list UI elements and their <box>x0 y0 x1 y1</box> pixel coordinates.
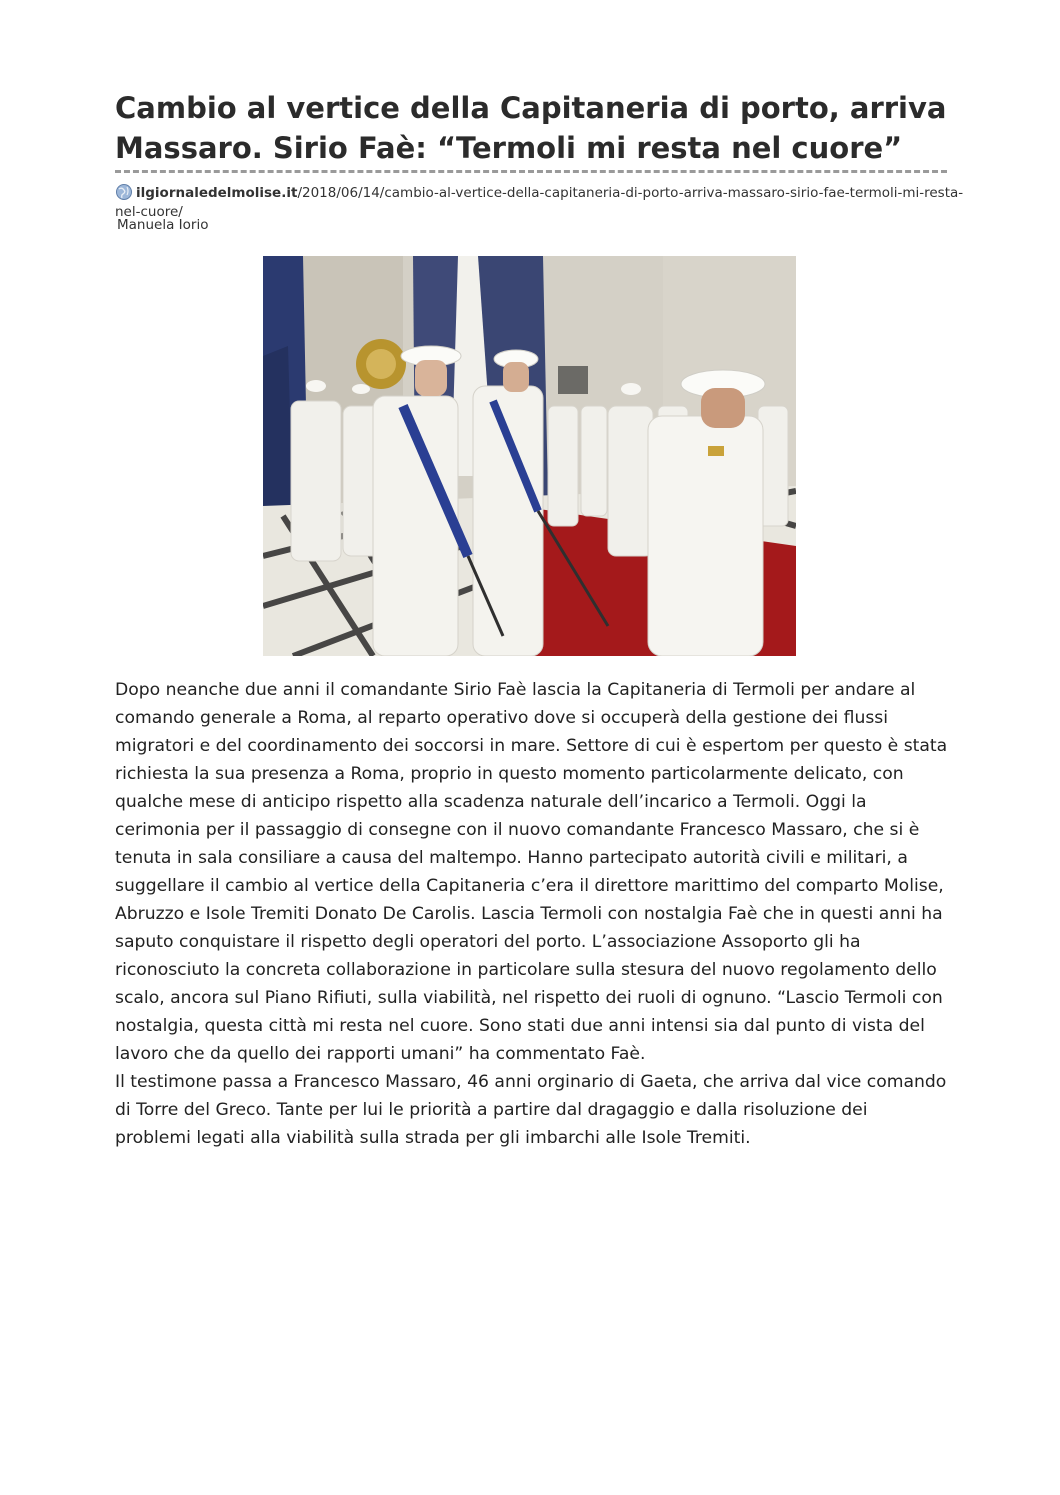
text-line: Abruzzo e Isole Tremiti Donato De Carolis. Lascia Termoli con nostalgia Faè che in questi anni ha <box>115 904 943 924</box>
source-path[interactable]: /2018/06/14/cambio-al-vertice-della-capitaneria-di-porto-arriva-massaro-sirio-fae-termoli-mi-resta- <box>297 185 964 201</box>
text-line: saputo conquistare il rispetto degli operatori del porto. L’associazione Assoporto gli ha <box>115 932 861 952</box>
text-line: Dopo neanche due anni il comandante Sirio Faè lascia la Capitaneria di Termoli per andare al <box>115 680 916 700</box>
text-line: riconosciuto la concreta collaborazione in particolare sulla stesura del nuovo regolamento dello <box>115 960 937 980</box>
article-body <box>115 676 955 1152</box>
ceremony-photo <box>263 256 796 656</box>
title-line: Massaro. Sirio Faè: “Termoli mi resta nel cuore” <box>115 131 903 165</box>
text-line: comando generale a Roma, al reparto operativo dove si occuperà della gestione dei flussi <box>115 708 889 728</box>
text-line: Il testimone passa a Francesco Massaro, 46 anni orginario di Gaeta, che arriva dal vice comando <box>115 1072 947 1092</box>
text-line: migratori e del coordinamento dei soccorsi in mare. Settore di cui è espertom per questo è stata <box>115 736 948 756</box>
text-line: richiesta la sua presenza a Roma, proprio in questo momento particolarmente delicato, con <box>115 764 904 784</box>
source-path-continued[interactable]: nel-cuore/ <box>115 204 183 220</box>
globe-icon <box>115 183 133 201</box>
text-line: scalo, ancora sul Piano Rifiuti, sulla viabilità, nel rispetto dei ruoli di ognuno. “Lascio Termoli con <box>115 988 943 1008</box>
paragraph <box>115 676 955 1068</box>
article-title <box>115 88 955 168</box>
title-divider <box>115 170 947 173</box>
author-name: Manuela Iorio <box>117 217 209 233</box>
source-domain[interactable]: ilgiornaledelmolise.it <box>136 185 298 201</box>
text-line: tenuta in sala consiliare a causa del maltempo. Hanno partecipato autorità civili e militari, a <box>115 848 908 868</box>
title-line: Cambio al vertice della Capitaneria di porto, arriva <box>115 91 947 125</box>
source-url[interactable] <box>115 183 964 220</box>
text-line: di Torre del Greco. Tante per lui le priorità a partire dal dragaggio e dalla risoluzione dei <box>115 1100 868 1120</box>
text-line: lavoro che da quello dei rapporti umani” ha commentato Faè. <box>115 1044 646 1064</box>
paragraph <box>115 1068 955 1152</box>
text-line: problemi legati alla viabilità sulla strada per gli imbarchi alle Isole Tremiti. <box>115 1128 751 1148</box>
text-line: suggellare il cambio al vertice della Capitaneria c’era il direttore marittimo del comparto Molise, <box>115 876 944 896</box>
text-line: nostalgia, questa città mi resta nel cuore. Sono stati due anni intensi sia dal punto di vista del <box>115 1016 925 1036</box>
text-line: cerimonia per il passaggio di consegne con il nuovo comandante Francesco Massaro, che si è <box>115 820 920 840</box>
text-line: qualche mese di anticipo rispetto alla scadenza naturale dell’incarico a Termoli. Oggi la <box>115 792 867 812</box>
